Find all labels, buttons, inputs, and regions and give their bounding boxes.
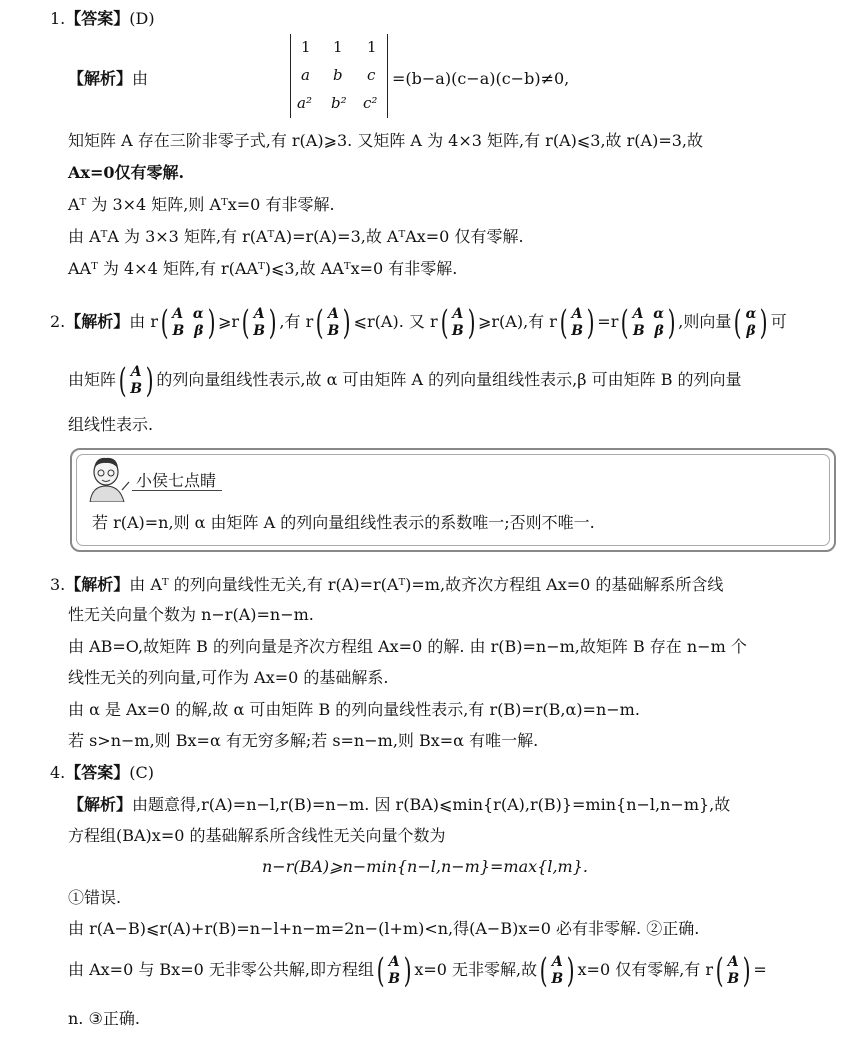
det-cell: 1 (367, 38, 377, 56)
q1-det-result: =(b−a)(c−a)(c−b)≠0, (392, 69, 570, 88)
block-matrix-AB: A B (451, 305, 464, 339)
q3-line3: 由 AB=O,故矩阵 B 的列向量是齐次方程组 Ax=0 的解. 由 r(B)=n−m,故矩阵 B 存在 n−m 个 (68, 637, 747, 656)
q1-analysis-label: 【解析】由 (68, 69, 149, 88)
q1-line2: Ax=0仅有零解. (68, 163, 185, 182)
tip-title-underline (132, 490, 222, 491)
det-cell: 1 (301, 38, 311, 56)
tip-box (70, 448, 836, 552)
det-cell: c (367, 66, 376, 84)
det-cell: a (301, 66, 310, 84)
det-cell: b (333, 66, 343, 84)
q4-line7: n. ③正确. (68, 1009, 140, 1028)
q3-line4: 线性无关的列向量,可作为 Ax=0 的基础解系. (68, 668, 389, 687)
block-matrix-AB: A B (571, 305, 584, 339)
teacher-avatar-icon (86, 454, 130, 502)
q4-formula: n−r(BA)⩾n−min{n−l,n−m}=max{l,m}. (262, 857, 588, 876)
q2-line3: 组线性表示. (68, 415, 154, 434)
block-matrix-AB: A B (130, 363, 143, 397)
block-matrix-AB: A B (551, 953, 564, 987)
block-matrix-AB: A B (388, 953, 401, 987)
q1-header: 1.【答案】(D) (50, 9, 155, 28)
q4-line6: 由 Ax=0 与 Bx=0 无非零公共解,即方程组( A B ) x=0 无非零解,故( A B ) x=0 仅有零解,有 r( A B ) = (68, 950, 767, 991)
q3-line1: 3.【解析】由 Aᵀ 的列向量线性无关,有 r(A)=r(Aᵀ)=m,故齐次方程组 Ax=0 的基础解系所含线 (50, 575, 724, 594)
block-matrix-AB: A B (253, 305, 266, 339)
tip-title: 小侯七点睛 (136, 471, 217, 490)
block-matrix-AaBb: A α B β (632, 305, 665, 339)
q4-line5: 由 r(A−B)⩽r(A)+r(B)=n−l+n−m=2n−(l+m)<n,得(A−B)x=0 必有非零解. ②正确. (68, 919, 700, 938)
q3-line5: 由 α 是 Ax=0 的解,故 α 可由矩阵 B 的列向量线性表示,有 r(B)=r(B,α)=n−m. (68, 700, 640, 719)
tip-text: 若 r(A)=n,则 α 由矩阵 A 的列向量组线性表示的系数唯一;否则不唯一. (92, 513, 595, 532)
q4-header: 4.【答案】(C) (50, 763, 155, 782)
q1-determinant (290, 34, 388, 118)
q4-line2: 方程组(BA)x=0 的基础解系所含线性无关向量个数为 (68, 826, 446, 845)
vector-alpha-beta: α β (745, 305, 757, 339)
q2-line1: 2.【解析】由 r( A α B β ) ⩾r( A B ) ,有 r( A B ) ⩽r(A). 又 r( A B ) ⩾r(A),有 r( A B ) =r( A α B β ) ,则向量( α β ) 可 (50, 302, 787, 343)
q1-line4: 由 AᵀA 为 3×3 矩阵,有 r(AᵀA)=r(A)=3,故 AᵀAx=0 仅有零解. (68, 227, 524, 246)
det-cell: a² (297, 94, 312, 112)
block-matrix-AB: A B (727, 953, 740, 987)
det-cell: 1 (333, 38, 343, 56)
q3-line6: 若 s>n−m,则 Bx=α 有无穷多解;若 s=n−m,则 Bx=α 有唯一解. (68, 731, 539, 750)
det-cell: c² (363, 94, 378, 112)
q1-line3: Aᵀ 为 3×4 矩阵,则 Aᵀx=0 有非零解. (68, 195, 335, 214)
q1-line1: 知矩阵 A 存在三阶非零子式,有 r(A)⩾3. 又矩阵 A 为 4×3 矩阵,有 r(A)⩽3,故 r(A)=3,故 (68, 131, 703, 150)
det-cell: b² (331, 94, 347, 112)
q3-line2: 性无关向量个数为 n−r(A)=n−m. (68, 605, 314, 624)
block-matrix-AaBb: A α B β (172, 305, 204, 339)
block-matrix-AB: A B (327, 305, 340, 339)
q2-line2: 由矩阵( A B ) 的列向量组线性表示,故 α 可由矩阵 A 的列向量组线性表示,β 可由矩阵 B 的列向量 (68, 360, 742, 401)
q4-line4: ①错误. (68, 888, 122, 907)
q1-line5: AAᵀ 为 4×4 矩阵,有 r(AAᵀ)⩽3,故 AAᵀx=0 有非零解. (68, 259, 458, 278)
q4-line1: 【解析】由题意得,r(A)=n−l,r(B)=n−m. 因 r(BA)⩽min{r(A),r(B)}=min{n−l,n−m},故 (68, 795, 731, 814)
